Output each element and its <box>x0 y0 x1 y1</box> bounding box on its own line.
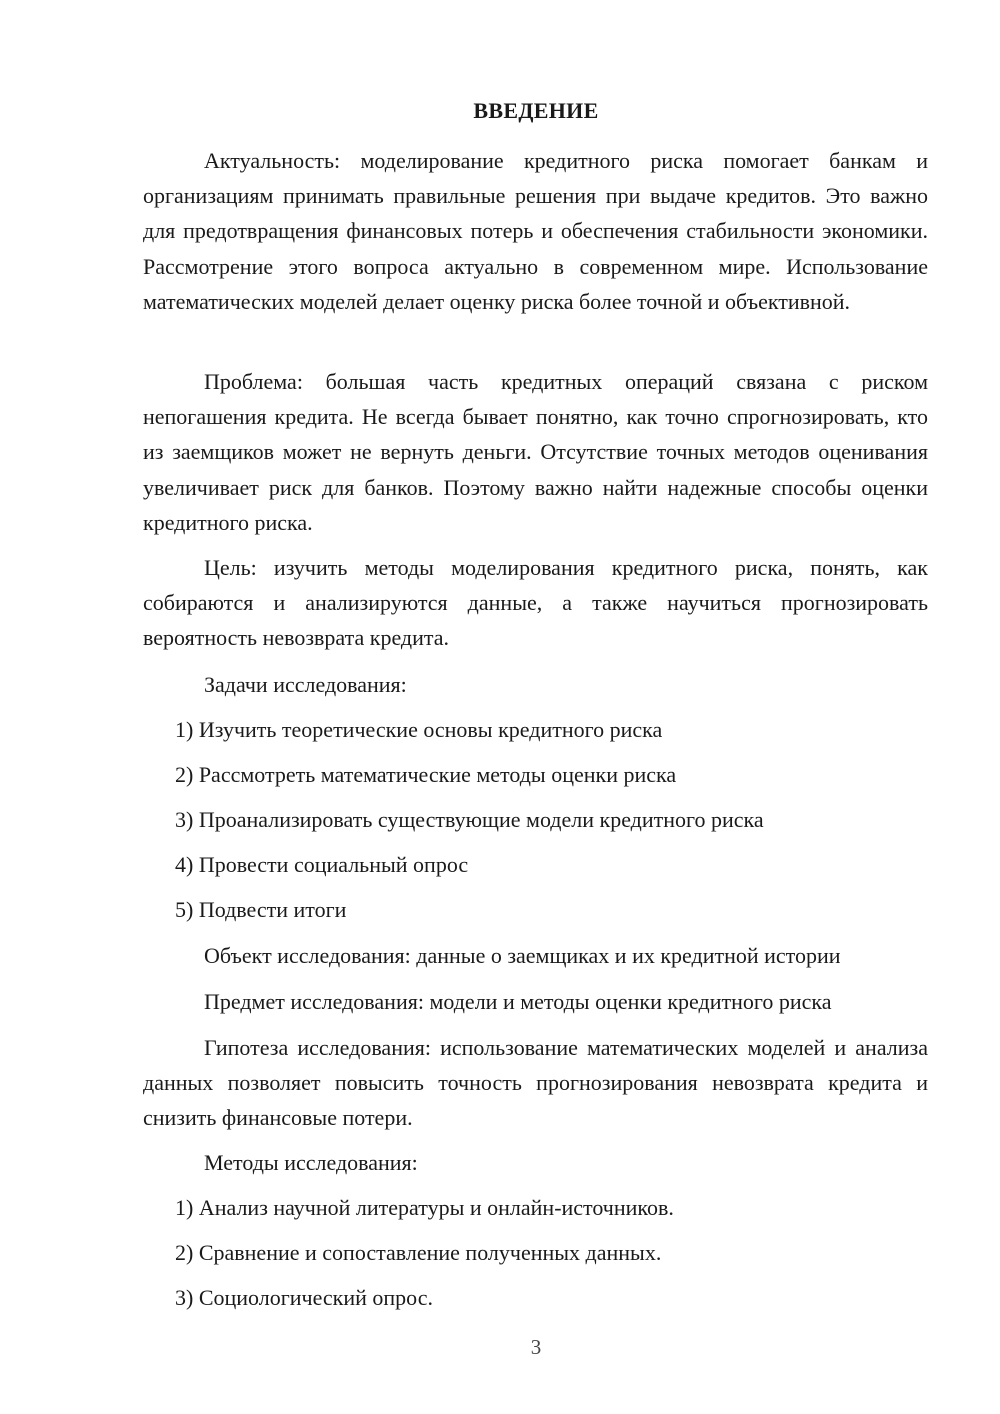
research-subject: Предмет исследования: модели и методы оценки кредитного риска <box>204 989 832 1014</box>
task-item: 2) Рассмотреть математические методы оценки риска <box>175 762 677 787</box>
task-item: 4) Провести социальный опрос <box>175 852 469 877</box>
method-item: 3) Социологический опрос. <box>175 1285 433 1310</box>
tasks-title: Задачи исследования: <box>204 672 407 697</box>
task-item: 5) Подвести итоги <box>175 897 347 922</box>
page-number: 3 <box>530 1335 542 1359</box>
hypothesis-paragraph: Гипотеза исследования: использование математических моделей и анализа данных позволяет повысить точность прогнозирования невозврата кредита и снизить финансовые потери. <box>143 1035 928 1131</box>
method-item: 2) Сравнение и сопоставление полученных данных. <box>175 1240 662 1265</box>
methods-title: Методы исследования: <box>204 1150 418 1175</box>
research-object: Объект исследования: данные о заемщиках и их кредитной истории <box>204 943 841 968</box>
problem-paragraph: Проблема: большая часть кредитных операций связана с риском непогашения кредита. Не всегда бывает понятно, как точно спрогнозировать, кто из заемщиков может не вернуть деньги. Отсутствие точных методов оценивания увеличивает риск для банков. Поэтому важно найти надежные способы оценки кредитного риска. <box>143 369 928 535</box>
page-heading: ВВЕДЕНИЕ <box>473 98 599 123</box>
method-item: 1) Анализ научной литературы и онлайн-источников. <box>175 1195 674 1220</box>
relevance-paragraph: Актуальность: моделирование кредитного риска помогает банкам и организациям принимать правильные решения при выдаче кредитов. Это важно для предотвращения финансовых потерь и обеспечения стабильности экономики. Рассмотрение этого вопроса актуально в современном мире. Использование математических моделей делает оценку риска более точной и объективной. <box>143 148 928 314</box>
goal-paragraph: Цель: изучить методы моделирования кредитного риска, понять, как собираются и анализируются данные, а также научиться прогнозировать вероятность невозврата кредита. <box>143 555 928 651</box>
task-item: 1) Изучить теоретические основы кредитного риска <box>175 717 663 742</box>
task-item: 3) Проанализировать существующие модели кредитного риска <box>175 807 764 832</box>
